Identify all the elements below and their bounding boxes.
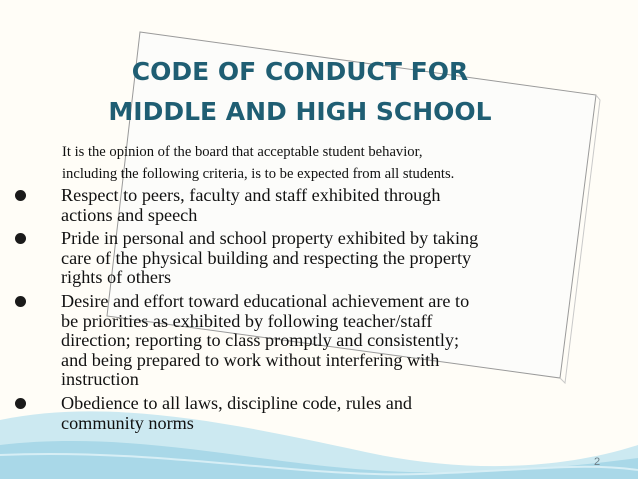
list-item-line: Desire and effort toward educational achievement are to — [61, 290, 470, 311]
title-line: CODE OF CONDUCT FOR — [131, 57, 469, 86]
list-item-line: instruction — [61, 369, 139, 390]
list-item-line: community norms — [61, 412, 194, 433]
page-number: 2 — [594, 456, 601, 468]
list-item-line: Respect to peers, faculty and staff exhibited through — [61, 185, 441, 205]
list-item-line: care of the physical building and respecting the property — [61, 247, 472, 268]
list-item — [12, 229, 612, 288]
bullet-icon — [15, 398, 26, 409]
list-item — [12, 394, 612, 433]
list-item-line: direction; reporting to class promptly and consistently; — [61, 330, 460, 351]
intro-line: including the following criteria, is to be expected from all students. — [62, 166, 455, 182]
list-item-line: be priorities as exhibited by following teacher/staff — [61, 310, 433, 331]
slide-title — [60, 52, 540, 132]
bullet-icon — [15, 296, 26, 307]
list-item-line: and being prepared to work without interfering with — [61, 349, 440, 370]
list-item-line: Obedience to all laws, discipline code, rules and — [61, 392, 413, 413]
intro-text — [62, 141, 582, 185]
intro-line: It is the opinion of the board that acceptable student behavior, — [62, 144, 423, 160]
list-item-line: Pride in personal and school property exhibited by taking — [61, 228, 479, 249]
list-item — [12, 186, 612, 225]
list-item — [12, 292, 612, 390]
bullet-icon — [15, 233, 26, 244]
bullet-icon — [15, 190, 26, 201]
criteria-list — [12, 186, 612, 437]
title-line: MIDDLE AND HIGH SCHOOL — [108, 97, 492, 126]
list-item-line: rights of others — [61, 267, 172, 288]
list-item-line: actions and speech — [61, 204, 198, 225]
